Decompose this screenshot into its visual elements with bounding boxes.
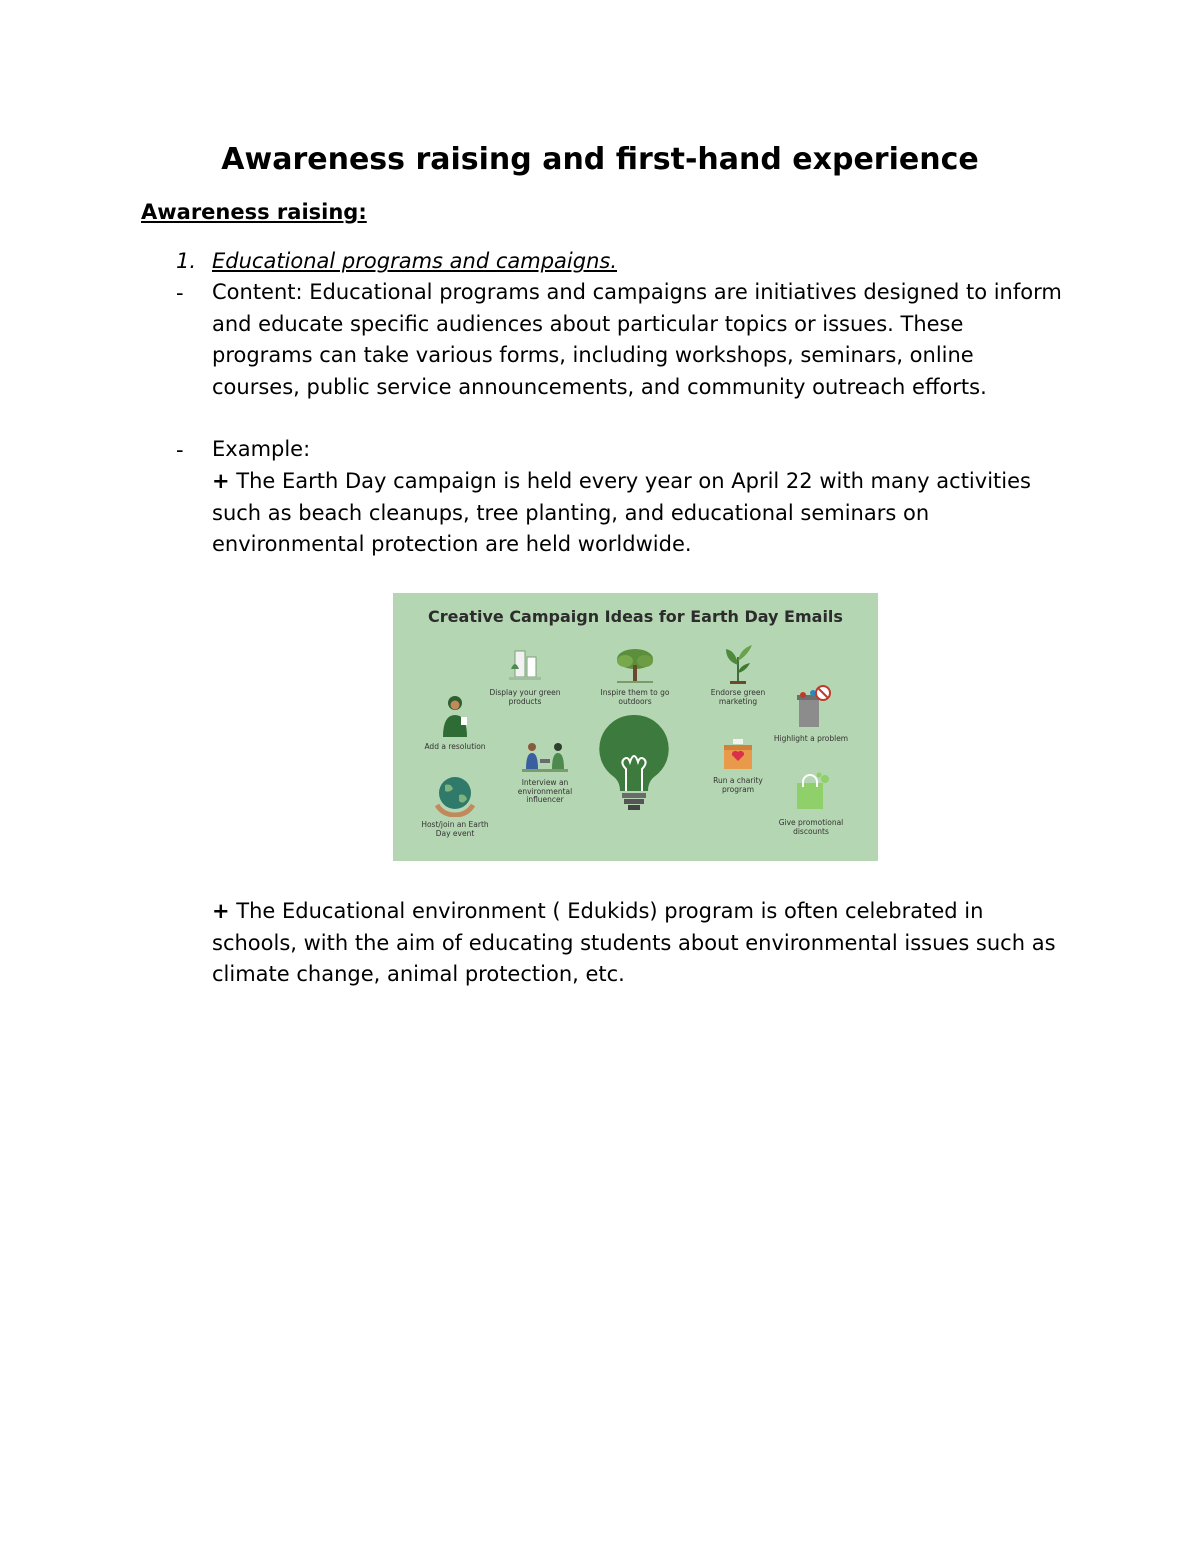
content-paragraph: Content: Educational programs and campaigns are initiatives designed to inform and educate specific audiences about particular topics or issues. These programs can take various forms, including workshops, seminars, online courses, public service announcements, and community outreach efforts. <box>212 280 1062 399</box>
idea-go-outdoors <box>595 645 675 706</box>
idea-label: Highlight a problem <box>773 734 849 743</box>
idea-label: Host/join an Earth Day event <box>421 820 489 838</box>
idea-display-products <box>485 645 565 706</box>
example-item-edukids <box>212 896 1062 991</box>
edukids-text: The Educational environment ( Edukids) program is often celebrated in schools, with the aim of educating students about environmental issues such as climate change, animal protection, etc. <box>212 899 1056 986</box>
idea-green-marketing <box>698 643 778 706</box>
list-number: 1. <box>176 249 197 273</box>
plus-marker: + <box>212 469 230 493</box>
person-icon <box>437 693 473 739</box>
idea-interview-influencer <box>505 739 585 805</box>
idea-label: Run a charity program <box>713 776 763 794</box>
section-heading: Awareness raising: <box>141 200 367 224</box>
tree-icon <box>611 645 659 685</box>
globe-icon <box>433 775 477 817</box>
idea-label: Display your green products <box>489 688 561 706</box>
example-item-text: The Earth Day campaign is held every year on April 22 with many activities such as beach cleanups, tree planting, and educational seminars on environmental protection are held worldwide. <box>212 469 1031 556</box>
idea-label: Interview an environmental influencer <box>517 778 573 804</box>
idea-label: Give promotional discounts <box>778 818 844 836</box>
products-icon <box>505 645 545 685</box>
idea-label: Add a resolution <box>424 742 486 751</box>
idea-label: Inspire them to go outdoors <box>600 688 670 706</box>
idea-add-resolution <box>415 693 495 752</box>
example-label: Example: <box>212 437 311 461</box>
idea-charity-program <box>698 733 778 794</box>
infographic-title: Creative Campaign Ideas for Earth Day Emails <box>428 607 843 626</box>
plus-marker: + <box>212 899 230 923</box>
interview-icon <box>520 739 570 775</box>
example-item-earth-day <box>212 466 1062 561</box>
document-title: Awareness raising and first-hand experience <box>221 142 979 177</box>
lightbulb-icon <box>596 713 672 813</box>
shopping-bag-icon <box>789 771 833 815</box>
trash-icon <box>791 685 831 731</box>
plant-icon <box>718 643 758 685</box>
content-bullet-marker: - <box>176 281 184 305</box>
idea-earth-day-event <box>415 775 495 838</box>
list-item-title: Educational programs and campaigns. <box>212 249 617 273</box>
idea-promotional-discounts <box>771 771 851 836</box>
donation-box-icon <box>718 733 758 773</box>
earth-day-infographic <box>393 593 878 861</box>
idea-highlight-problem <box>771 685 851 744</box>
idea-label: Endorse green marketing <box>710 688 766 706</box>
example-bullet-marker: - <box>176 438 184 462</box>
